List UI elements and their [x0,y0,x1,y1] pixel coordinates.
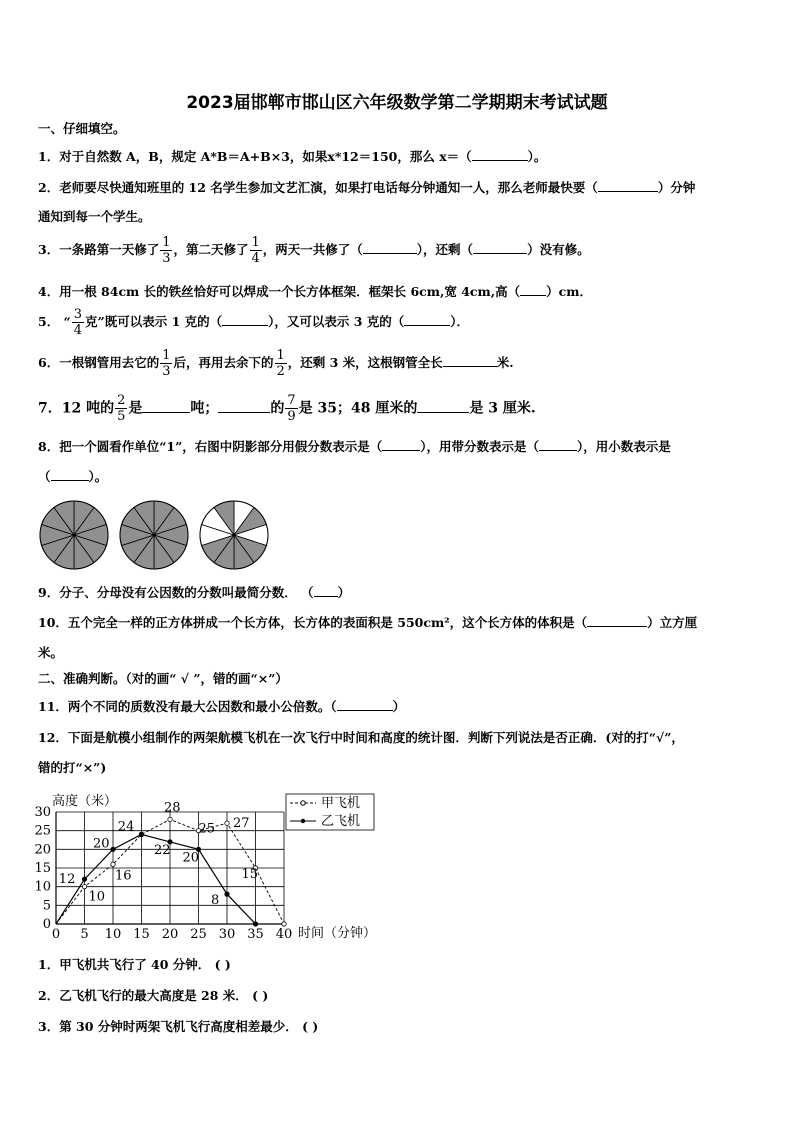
q3-text-a: 3．一条路第一天修了 [38,242,160,257]
question-12-cont: 错的打“×”) [38,760,107,775]
question-7 [38,394,754,423]
y-tick-label: 15 [34,861,51,876]
y-axis-label: 高度（米） [52,794,118,809]
q3-fraction-1 [160,236,172,265]
series-point-1 [82,877,86,881]
flight-chart [34,790,384,945]
q4-blank[interactable] [520,283,546,296]
q5-f-num: 3 [73,307,83,322]
question-1 [38,148,754,164]
q5-fraction [72,308,84,337]
q6-fraction-2 [275,349,287,378]
page-title: 2023届邯郸市邯山区六年级数学第二学期期末考试试题 [186,93,608,113]
series-point-1 [225,892,229,896]
chart-legend [286,794,374,830]
q7-f1-num: 2 [117,393,126,408]
question-4 [38,283,754,299]
q11-blank[interactable] [337,698,393,711]
x-tick-label: 25 [190,927,207,942]
circle-3 [200,501,268,569]
x-axis-label: 时间（分钟） [298,926,377,941]
q10-text-a: 10．五个完全一样的正方体拼成一个长方体，长方体的表面积是 550cm²，这个长方体的体积是（ [38,615,588,630]
series-point-0 [111,862,115,866]
q6-f1-num: 1 [162,348,171,363]
q8-text-a: 8．把一个圆看作单位“1”，右图中阴影部分用假分数表示是（ [38,439,383,454]
q1-blank[interactable] [472,148,528,161]
q1-text-a: 1．对于自然数 A，B，规定 A*B＝A+B×3，如果x*12＝150，那么 x＝（ [38,149,472,164]
judge-1: 1．甲飞机共飞行了 40 分钟． ( ) [38,957,231,972]
question-2-cont: 通知到每一个学生。 [38,209,151,224]
data-label: 16 [115,868,132,884]
data-label: 28 [164,800,181,816]
question-3 [38,236,754,265]
question-8 [38,438,754,454]
q6-f2-num: 1 [276,348,285,363]
data-label: 25 [198,821,216,837]
legend-marker-jia [301,801,305,805]
data-label: 20 [182,850,200,866]
q7-text-f: 是 3 厘米. [469,400,536,417]
data-label: 8 [211,893,220,909]
y-tick-label: 20 [34,842,51,858]
q4-text-b: ）cm． [546,284,592,299]
q8-blank-3[interactable] [51,468,89,481]
q7-blank-1[interactable] [142,400,190,413]
section-1-heading: 一、仔细填空。 [38,121,126,136]
circle-1 [40,501,108,569]
q5-text-c: ），又可以表示 3 克的（ [268,314,405,329]
q8-text-b: ），用带分数表示是（ [420,439,540,454]
q3-f1-num: 1 [162,235,171,250]
q9-blank[interactable] [314,584,338,597]
data-label: 10 [88,889,106,905]
x-tick-label: 20 [161,927,179,942]
q2-blank[interactable] [598,179,658,192]
q8-text-e: ）。 [88,469,108,484]
q9-text-b: ） [337,585,351,600]
data-label: 24 [117,819,135,835]
q6-text-b: 后，再用去余下的 [173,355,274,370]
q3-f1-den: 3 [162,251,171,266]
section-2-heading: 二、准确判断。（对的画“ √ ”，错的画“×”） [38,671,288,686]
q5-text-b: 克”既可以表示 1 克的（ [85,314,223,329]
q7-blank-2[interactable] [218,400,270,413]
q6-f1-den: 3 [162,364,171,379]
x-tick-label: 10 [104,927,122,942]
legend-label-jia: 甲飞机 [321,796,361,811]
q3-text-d: ），还剩（ [416,242,474,257]
question-10 [38,614,754,630]
q4-text-a: 4．用一根 84cm 长的铁丝恰好可以焊成一个长方体框架．框架长 6cm,宽 4cm,高（ [38,284,521,299]
q6-text-d: 米. [496,355,514,370]
q6-blank[interactable] [443,354,497,367]
series-point-0 [282,922,286,926]
y-tick-label: 25 [34,823,51,839]
q6-f2-den: 2 [276,364,285,379]
data-label: 20 [93,836,110,852]
data-label: 22 [154,842,171,858]
q3-fraction-2 [250,236,262,265]
q7-f2-den: 9 [287,409,296,424]
q3-text-b: ，第二天修了 [173,242,249,257]
legend-label-yi: 乙飞机 [321,814,361,829]
data-label: 12 [58,872,76,888]
q2-text-a: 2．老师要尽快通知班里的 12 名学生参加文艺汇演，如果打电话每分钟通知一人，那么老师最快要（ [38,180,598,195]
x-tick-label: 30 [218,927,236,942]
q11-text-b: ） [392,699,406,714]
circle-2 [120,501,188,569]
q3-blank-2[interactable] [473,241,527,254]
q5-blank-1[interactable] [222,313,268,326]
data-label: 27 [233,816,250,832]
q7-f1-den: 5 [117,409,126,424]
q3-blank-1[interactable] [363,241,417,254]
q6-text-c: ，还剩 3 米，这根钢管全长 [287,355,443,370]
q7-text-a: 7．12 吨的 [38,400,115,417]
series-point-0 [82,884,86,888]
question-10-cont: 米。 [38,645,64,660]
q9-text-a: 9．分子、分母没有公因数的分数叫最简分数． （ [38,585,314,600]
q8-blank-1[interactable] [382,438,420,451]
q10-text-b: ）立方厘 [647,615,698,630]
fraction-circles-figure [36,495,276,575]
q7-text-b: 是 [128,400,143,417]
q6-text-a: 6．一根钢管用去它的 [38,355,160,370]
x-tick-label: 35 [247,927,264,942]
y-tick-label: 5 [42,898,51,914]
q5-text-a: 5． “ [38,314,71,329]
q5-blank-2[interactable] [404,313,450,326]
q6-fraction-1 [160,349,172,378]
q5-f-den: 4 [73,323,83,338]
q7-text-c: 吨； [190,400,219,417]
question-9 [38,584,754,600]
x-tick-label: 40 [275,927,293,942]
q7-text-d: 的 [270,400,285,417]
q3-f2-den: 4 [251,251,260,266]
q3-text-e: ）没有修。 [527,242,590,257]
y-tick-label: 10 [34,879,51,895]
question-6 [38,349,754,378]
q8-text-d: （ [38,469,51,484]
q5-text-d: ）． [450,314,470,329]
question-8-cont [38,468,754,484]
q3-f2-num: 1 [251,235,260,250]
series-point-1 [253,922,257,926]
q10-blank[interactable] [587,614,647,627]
x-tick-label: 0 [51,927,61,942]
q3-text-c: ，两天一共修了（ [262,242,363,257]
series-point-0 [225,821,229,825]
judge-2: 2．乙飞机飞行的最大高度是 28 米． ( ) [38,988,269,1003]
y-tick-label: 30 [34,805,51,820]
question-5 [38,308,754,337]
q7-blank-3[interactable] [417,400,469,413]
question-2 [38,179,754,195]
x-tick-label: 15 [133,927,150,942]
y-tick-label: 0 [42,917,51,932]
q7-text-e: 是 35；48 厘米的 [298,400,418,417]
q7-f2-num: 7 [287,393,296,408]
judge-3: 3．第 30 分钟时两架飞机飞行高度相差最少． ( ) [38,1019,319,1034]
q1-text-b: ）。 [527,149,547,164]
question-12: 12．下面是航模小组制作的两架航模飞机在一次飞行中时间和高度的统计图．判断下列说法是否正确．(对的打“√”， [38,730,684,745]
q7-fraction-1 [115,394,127,423]
series-point-0 [168,817,172,821]
data-label: 15 [241,867,259,882]
q11-text-a: 11．两个不同的质数没有最大公因数和最小公倍数。（ [38,699,337,714]
q8-blank-2[interactable] [539,438,577,451]
x-tick-label: 5 [80,927,89,942]
q8-text-c: ），用小数表示是 [577,439,671,454]
q7-fraction-2 [285,394,297,423]
series-point-1 [139,832,143,836]
question-11 [38,698,754,714]
legend-marker-yi [301,819,305,823]
series-point-1 [111,847,115,851]
q2-text-b: ）分钟 [657,180,696,195]
